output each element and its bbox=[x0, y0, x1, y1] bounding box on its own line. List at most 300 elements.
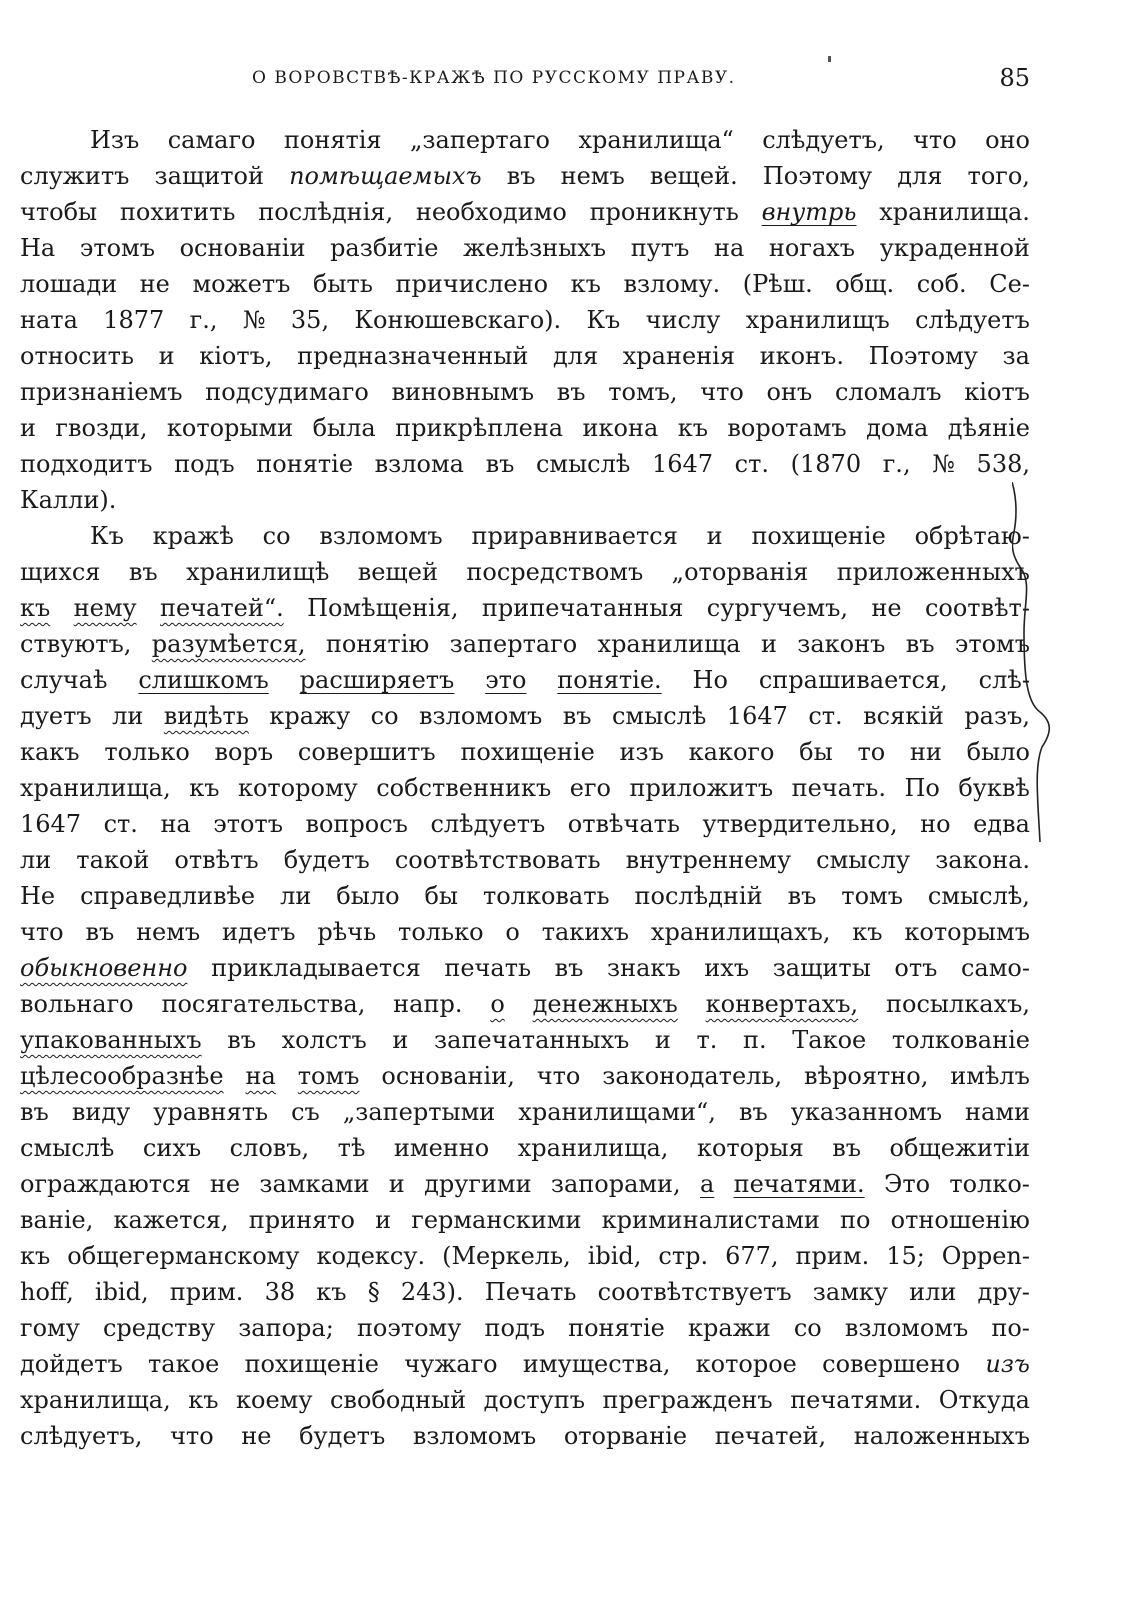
word: воръ bbox=[214, 738, 274, 766]
word: ли bbox=[20, 846, 52, 874]
word: „оторванія bbox=[671, 558, 809, 586]
word: прим. bbox=[169, 1278, 244, 1306]
word: толкованіе bbox=[891, 1026, 1030, 1054]
word: въ bbox=[485, 450, 515, 478]
word: запорами, bbox=[550, 1170, 681, 1198]
word: ibid, bbox=[587, 1242, 642, 1270]
word: печать. bbox=[791, 774, 886, 802]
word: только bbox=[398, 918, 484, 946]
word: упакованныхъ bbox=[20, 1026, 202, 1054]
word: смыслѣ bbox=[611, 702, 707, 730]
word: конвертахъ, bbox=[705, 990, 859, 1018]
word: его bbox=[569, 774, 611, 802]
word: хранилищами“, bbox=[518, 1098, 716, 1126]
word: щихся bbox=[20, 558, 101, 586]
ink-mark bbox=[828, 56, 831, 62]
text-line bbox=[20, 950, 1030, 986]
word: въ bbox=[562, 702, 592, 730]
word: дуетъ bbox=[20, 702, 92, 730]
word: можетъ bbox=[192, 270, 291, 298]
word: томъ, bbox=[608, 378, 678, 406]
word: желѣзныхъ bbox=[463, 234, 607, 262]
word: прим. bbox=[795, 1242, 870, 1270]
word: т. bbox=[696, 1026, 718, 1054]
word: хранилищѣ bbox=[186, 558, 330, 586]
word: какого bbox=[688, 738, 775, 766]
word: соб. bbox=[916, 270, 967, 298]
word: и bbox=[20, 414, 36, 442]
text-line bbox=[20, 842, 1030, 878]
word: слѣдуетъ, bbox=[762, 126, 885, 154]
word: храненія bbox=[622, 342, 735, 370]
word: 1647 bbox=[651, 450, 714, 478]
word: какъ bbox=[20, 738, 80, 766]
word: что bbox=[536, 1062, 581, 1090]
word: взломомъ bbox=[319, 522, 443, 550]
word: именно bbox=[393, 1134, 490, 1162]
word: проникнуть bbox=[589, 198, 739, 226]
word: 15; bbox=[886, 1242, 925, 1270]
word: всякій bbox=[863, 702, 944, 730]
word: 243). bbox=[400, 1278, 464, 1306]
word: разбитіе bbox=[330, 234, 439, 262]
word: 538, bbox=[976, 450, 1030, 478]
word: и bbox=[392, 1026, 409, 1054]
text-line bbox=[20, 266, 1030, 302]
word: имѣлъ bbox=[950, 1062, 1030, 1090]
word: въ bbox=[554, 954, 584, 982]
word: Это bbox=[883, 1170, 931, 1198]
word: къ bbox=[188, 1386, 219, 1414]
word: ли bbox=[112, 702, 144, 730]
word: кіотъ, bbox=[199, 342, 273, 370]
word: хранилищъ bbox=[745, 306, 890, 334]
word: взломомъ bbox=[844, 1314, 969, 1342]
word: напр. bbox=[393, 990, 463, 1018]
word: которыми bbox=[166, 414, 294, 442]
word: Печать bbox=[484, 1278, 577, 1306]
word: немъ bbox=[136, 918, 201, 946]
word: рѣчь bbox=[317, 918, 377, 946]
word: утвердительно, bbox=[702, 810, 898, 838]
word: ст. bbox=[103, 810, 138, 838]
word: случаѣ bbox=[20, 666, 108, 694]
word: немъ bbox=[560, 162, 625, 190]
word: подсудимаго bbox=[205, 378, 369, 406]
word: общегерманскому bbox=[67, 1242, 300, 1270]
word: совершитъ bbox=[297, 738, 436, 766]
text-line bbox=[20, 446, 1030, 482]
text-line bbox=[20, 1310, 1030, 1346]
word: и bbox=[158, 342, 175, 370]
word: запертаго bbox=[449, 630, 578, 658]
word: на bbox=[713, 234, 745, 262]
word: что bbox=[170, 1422, 214, 1450]
text-line bbox=[20, 374, 1030, 410]
word: по bbox=[840, 1206, 871, 1234]
word: на bbox=[160, 810, 191, 838]
word: кажется, bbox=[113, 1206, 229, 1234]
word: Oppen- bbox=[941, 1242, 1030, 1270]
word: нами bbox=[965, 1098, 1030, 1126]
word: признаніемъ bbox=[20, 378, 183, 406]
text-line bbox=[20, 518, 1030, 554]
text-line bbox=[20, 158, 1030, 194]
word: смыслѣ bbox=[535, 450, 631, 478]
text-line bbox=[20, 410, 1030, 446]
word: чужаго bbox=[404, 1350, 498, 1378]
word: средству bbox=[102, 1314, 216, 1342]
word: видѣть bbox=[163, 702, 249, 730]
word: доступъ bbox=[483, 1386, 586, 1414]
text-line bbox=[20, 1274, 1030, 1310]
page-header bbox=[230, 64, 1030, 104]
word: 1647 bbox=[726, 702, 788, 730]
word: дойдетъ bbox=[20, 1350, 123, 1378]
word: оторваніе bbox=[563, 1422, 688, 1450]
word: Но bbox=[692, 666, 728, 694]
word: понятіе bbox=[568, 1314, 665, 1342]
word: причислено bbox=[395, 270, 549, 298]
word: ствуютъ, bbox=[20, 630, 132, 658]
word: наложенныхъ bbox=[853, 1422, 1030, 1450]
word: понятія bbox=[283, 126, 382, 154]
text-line bbox=[20, 1418, 1030, 1454]
word: кражи bbox=[687, 1314, 771, 1342]
word: На bbox=[20, 234, 56, 262]
word: похищеніе bbox=[460, 738, 595, 766]
word: виду bbox=[71, 1098, 131, 1126]
word: за bbox=[1002, 342, 1030, 370]
word: ногахъ bbox=[768, 234, 856, 262]
word: въ bbox=[20, 1098, 49, 1126]
word: слѣдуетъ bbox=[915, 306, 1030, 334]
word: общ. bbox=[835, 270, 895, 298]
text-line bbox=[20, 590, 1030, 626]
word: похищеніе bbox=[244, 1350, 379, 1378]
word: смыслѣ bbox=[20, 1134, 115, 1162]
word: въ bbox=[905, 630, 935, 658]
word: не bbox=[871, 594, 902, 622]
word: внутрь bbox=[761, 198, 857, 226]
word: послѣднія, bbox=[258, 198, 394, 226]
word: послѣдній bbox=[634, 882, 763, 910]
word: прикладывается bbox=[211, 954, 421, 982]
word: будетъ bbox=[299, 1422, 386, 1450]
word: печатями. bbox=[733, 1170, 865, 1198]
word: вопросъ bbox=[305, 810, 408, 838]
word: приложитъ bbox=[629, 774, 774, 802]
word: законъ bbox=[797, 630, 886, 658]
word: коему bbox=[236, 1386, 313, 1414]
word: со bbox=[793, 1314, 822, 1342]
word: закона. bbox=[935, 846, 1030, 874]
word: только bbox=[104, 738, 190, 766]
word: въ bbox=[85, 918, 115, 946]
word: необходимо bbox=[415, 198, 567, 226]
word: вещей bbox=[357, 558, 438, 586]
word: будетъ bbox=[283, 846, 370, 874]
word: хранилища, bbox=[20, 1386, 171, 1414]
word: ограждаются bbox=[20, 1170, 191, 1198]
word: смыслѣ, bbox=[927, 882, 1030, 910]
text-line bbox=[20, 734, 1030, 770]
word: а bbox=[699, 1170, 715, 1198]
word: чтобы bbox=[20, 198, 98, 226]
word: 35, bbox=[290, 306, 330, 334]
word: Изъ bbox=[90, 126, 140, 154]
word: которымъ bbox=[904, 918, 1030, 946]
word: слишкомъ bbox=[138, 666, 269, 694]
word: которому bbox=[237, 774, 358, 802]
word: съ bbox=[291, 1098, 320, 1126]
word: на bbox=[245, 1062, 276, 1090]
word: относить bbox=[20, 342, 134, 370]
word: что bbox=[700, 378, 744, 406]
word: похищеніе bbox=[751, 522, 886, 550]
word: другими bbox=[424, 1170, 532, 1198]
word: такихъ bbox=[541, 918, 630, 946]
text-line bbox=[20, 1346, 1030, 1382]
word: № bbox=[932, 450, 955, 478]
margin-brace-mark bbox=[1012, 482, 1072, 842]
word: хранилища. bbox=[879, 198, 1030, 226]
word: вѣроятно, bbox=[804, 1062, 929, 1090]
word: нему bbox=[73, 594, 137, 622]
word: было bbox=[336, 882, 400, 910]
word: справедливѣе bbox=[80, 882, 256, 910]
word: посягательства, bbox=[161, 990, 366, 1018]
word: 1877 bbox=[103, 306, 165, 334]
word: хранилища bbox=[597, 630, 741, 658]
word: (1870 bbox=[790, 450, 862, 478]
word: взлома bbox=[374, 450, 464, 478]
word: поэтому bbox=[356, 1314, 462, 1342]
word: Конюшевскаго). bbox=[354, 306, 562, 334]
word: Не bbox=[20, 882, 56, 910]
word: помѣщаемыхъ bbox=[289, 162, 482, 190]
word: общежитіи bbox=[889, 1134, 1030, 1162]
word: запора; bbox=[238, 1314, 334, 1342]
word: понятію bbox=[325, 630, 430, 658]
word: печатями. bbox=[790, 1386, 922, 1414]
word: стр. bbox=[658, 1242, 709, 1270]
word: Откуда bbox=[938, 1386, 1030, 1414]
text-line bbox=[20, 194, 1030, 230]
word: что bbox=[20, 918, 64, 946]
word: идетъ bbox=[222, 918, 296, 946]
word: кражѣ bbox=[152, 522, 234, 550]
word: замку bbox=[812, 1278, 888, 1306]
word: вещей. bbox=[649, 162, 738, 190]
text-line bbox=[20, 338, 1030, 374]
word: разумѣется, bbox=[151, 630, 306, 658]
word: вольнаго bbox=[20, 990, 134, 1018]
word: спрашивается, bbox=[758, 666, 948, 694]
word: но bbox=[920, 810, 951, 838]
word: въ bbox=[506, 162, 536, 190]
word: числу bbox=[645, 306, 721, 334]
word: этомъ bbox=[954, 630, 1030, 658]
word: кіотъ bbox=[964, 378, 1030, 406]
word: путъ bbox=[630, 234, 690, 262]
word: тѣ bbox=[337, 1134, 366, 1162]
word: бы bbox=[799, 738, 833, 766]
word: ни bbox=[909, 738, 942, 766]
text-line bbox=[20, 878, 1030, 914]
word: основаніи bbox=[179, 234, 306, 262]
word: въ bbox=[738, 1098, 768, 1126]
word: дѣяніе bbox=[947, 414, 1030, 442]
text-line bbox=[20, 482, 1030, 518]
word: запечатанныхъ bbox=[434, 1026, 630, 1054]
word: подъ bbox=[174, 450, 235, 478]
word: имущества, bbox=[522, 1350, 671, 1378]
word: Поэтому bbox=[762, 162, 873, 190]
word: было bbox=[966, 738, 1030, 766]
word: § bbox=[367, 1278, 380, 1306]
text-line bbox=[20, 986, 1030, 1022]
word: внутреннему bbox=[625, 846, 792, 874]
word: ваніе, bbox=[20, 1206, 94, 1234]
word: такой bbox=[76, 846, 150, 874]
word: по- bbox=[991, 1314, 1030, 1342]
word: для bbox=[552, 342, 599, 370]
word: взломомъ bbox=[412, 1422, 537, 1450]
word: Къ bbox=[90, 522, 124, 550]
word: въ bbox=[787, 882, 817, 910]
text-line bbox=[20, 302, 1030, 338]
word: „запертаго bbox=[410, 126, 551, 154]
word: которыя bbox=[696, 1134, 804, 1162]
text-line bbox=[20, 230, 1030, 266]
text-line bbox=[20, 626, 1030, 662]
word: этотъ bbox=[213, 810, 283, 838]
word: понятіе. bbox=[557, 666, 662, 694]
word: отношенію bbox=[890, 1206, 1030, 1234]
word: свободный bbox=[329, 1386, 467, 1414]
word: со bbox=[262, 522, 291, 550]
word: такое bbox=[148, 1350, 220, 1378]
word: припечатанныя bbox=[481, 594, 684, 622]
word: слѣдуетъ bbox=[430, 810, 546, 838]
word: принято bbox=[248, 1206, 355, 1234]
text-line bbox=[20, 662, 1030, 698]
word: оно bbox=[985, 126, 1030, 154]
word: томъ bbox=[841, 882, 903, 910]
word: гвозди, bbox=[55, 414, 148, 442]
text-line bbox=[20, 1166, 1030, 1202]
word: къ bbox=[20, 594, 51, 622]
word: въ bbox=[556, 378, 586, 406]
word: приложенныхъ bbox=[836, 558, 1030, 586]
word: взлому. bbox=[623, 270, 721, 298]
word: и bbox=[706, 522, 723, 550]
running-title: О ВОРОВСТВѢ-КРАЖѢ ПО РУССКОМУ ПРАВУ. bbox=[252, 68, 736, 88]
word: изъ bbox=[619, 738, 664, 766]
word: воротамъ bbox=[727, 414, 847, 442]
word: сломалъ bbox=[834, 378, 942, 406]
word: слѣдуетъ, bbox=[20, 1422, 143, 1450]
word: холстъ bbox=[281, 1026, 367, 1054]
word: къ bbox=[316, 1278, 347, 1306]
word: то bbox=[857, 738, 886, 766]
word: кодексу. bbox=[316, 1242, 426, 1270]
word: знакъ bbox=[607, 954, 681, 982]
word: дома bbox=[866, 414, 929, 442]
word: отвѣчать bbox=[567, 810, 680, 838]
word: подъ bbox=[484, 1314, 545, 1342]
word: виновнымъ bbox=[391, 378, 535, 406]
word: само- bbox=[960, 954, 1030, 982]
word: о bbox=[490, 990, 505, 1018]
word: толковать bbox=[483, 882, 610, 910]
word: посредствомъ bbox=[466, 558, 644, 586]
word: 1647 bbox=[20, 810, 82, 838]
word: гому bbox=[20, 1314, 80, 1342]
word: приравнивается bbox=[471, 522, 678, 550]
text-line bbox=[20, 770, 1030, 806]
word: (Рѣш. bbox=[742, 270, 813, 298]
word: онъ bbox=[766, 378, 813, 406]
word: со bbox=[370, 702, 399, 730]
page-number: 85 bbox=[999, 64, 1030, 92]
word: хранилищахъ, bbox=[650, 918, 831, 946]
word: къ bbox=[677, 414, 708, 442]
word: не bbox=[241, 1422, 272, 1450]
word: и bbox=[388, 1170, 405, 1198]
word: икона bbox=[582, 414, 659, 442]
body-text bbox=[20, 122, 1030, 1454]
word: томъ bbox=[297, 1062, 360, 1090]
word: о bbox=[505, 918, 520, 946]
word: и bbox=[760, 630, 777, 658]
word: совершено bbox=[822, 1350, 961, 1378]
word: хранилища, bbox=[517, 1134, 669, 1162]
word: соотвѣтствуетъ bbox=[597, 1278, 792, 1306]
word: законодатель, bbox=[602, 1062, 783, 1090]
word: слѣ- bbox=[978, 666, 1030, 694]
word: къ bbox=[570, 270, 601, 298]
text-line bbox=[20, 1130, 1030, 1166]
word: изъ bbox=[985, 1350, 1030, 1378]
word: предназначенный bbox=[297, 342, 529, 370]
text-line bbox=[20, 554, 1030, 590]
word: иконъ. bbox=[759, 342, 844, 370]
word: соотвѣт- bbox=[924, 594, 1030, 622]
text-line bbox=[20, 122, 1030, 158]
word: сургучемъ, bbox=[706, 594, 849, 622]
word: замками bbox=[259, 1170, 370, 1198]
word: 38 bbox=[264, 1278, 296, 1306]
word: не bbox=[139, 270, 170, 298]
word: печать bbox=[444, 954, 532, 982]
word: цѣлесообразнѣе bbox=[20, 1062, 224, 1090]
text-line bbox=[20, 1058, 1030, 1094]
word: № bbox=[242, 306, 266, 334]
word: г., bbox=[189, 306, 218, 334]
word: и bbox=[375, 1206, 392, 1234]
text-line bbox=[20, 914, 1030, 950]
word: кражу bbox=[269, 702, 351, 730]
word: защитой bbox=[154, 162, 264, 190]
word: г., bbox=[882, 450, 911, 478]
word: которое bbox=[695, 1350, 797, 1378]
word: ли bbox=[280, 882, 312, 910]
word: обрѣтаю- bbox=[914, 522, 1030, 550]
word: украденной bbox=[879, 234, 1030, 262]
word: едва bbox=[973, 810, 1030, 838]
